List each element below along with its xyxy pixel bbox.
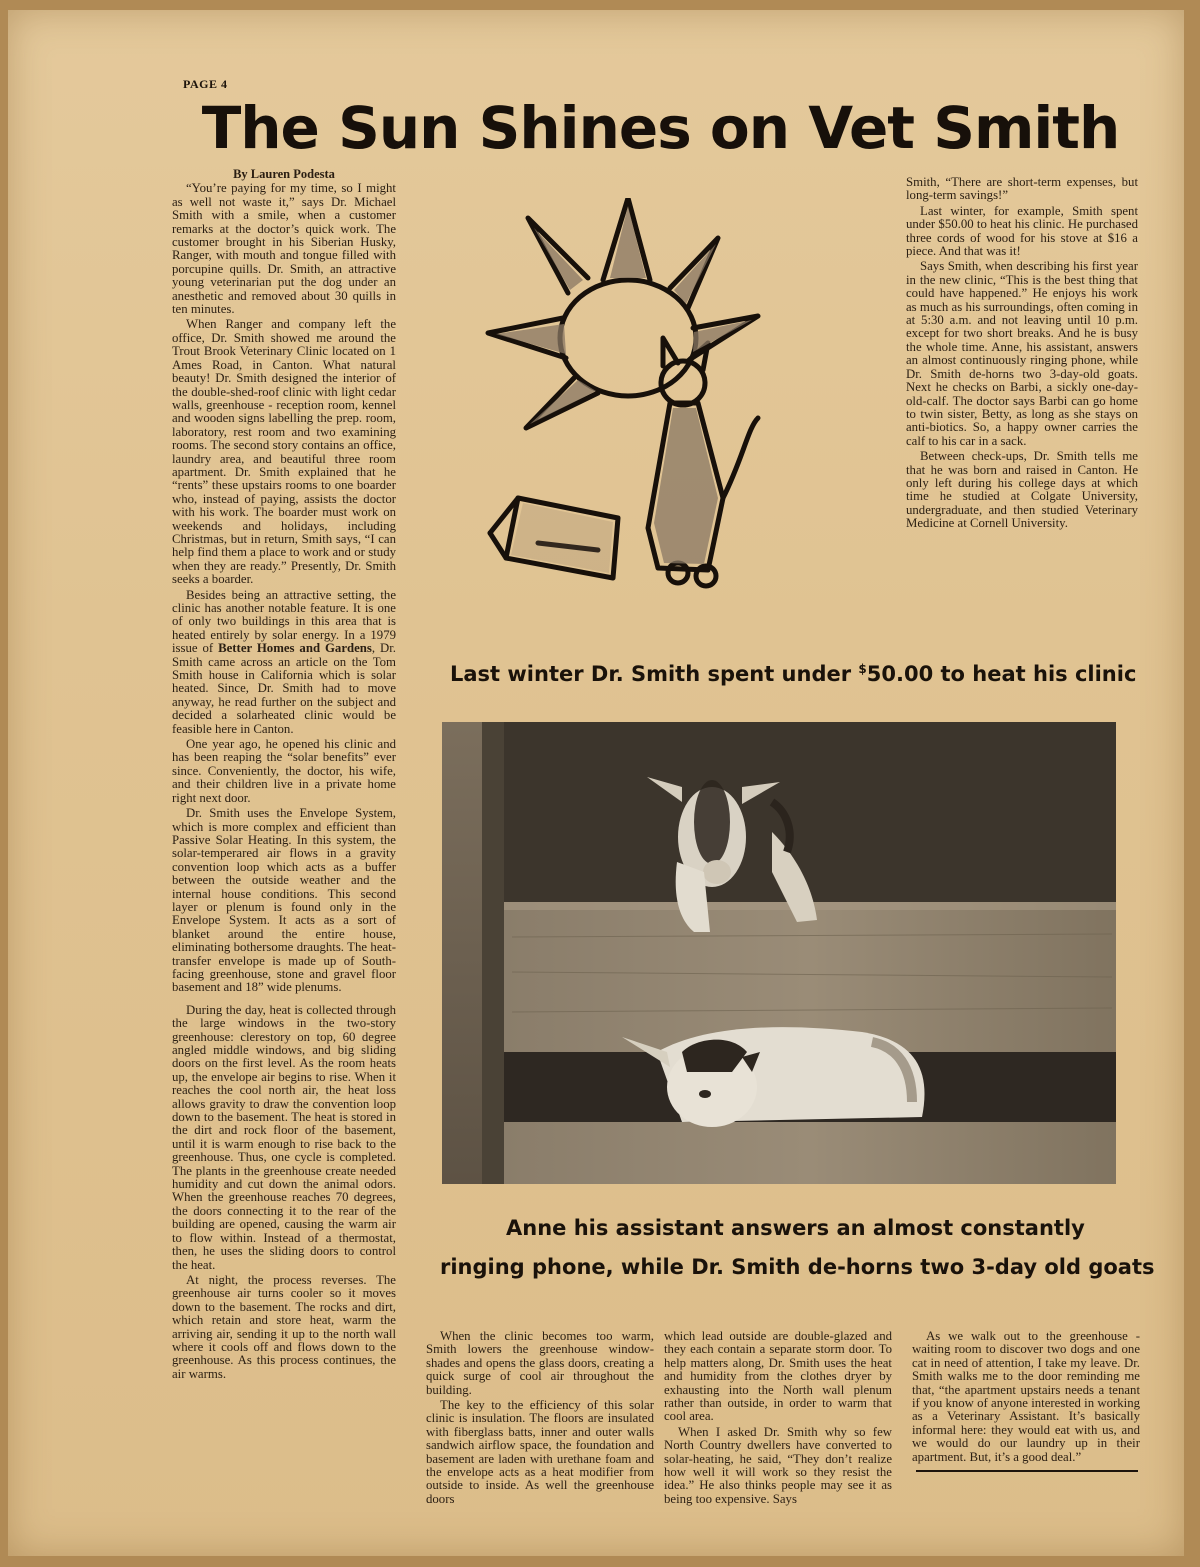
caption-bottom-line-1: Anne his assistant answers an almost constantly — [506, 1216, 1085, 1240]
bottom-column-1 — [426, 1330, 654, 1506]
paragraph: When I asked Dr. Smith why so few North Country dwellers have converted to solar-heating, he said, “They don’t realize how well it will work so they resist the idea.” He also thinks people may see it as being too expensive. Says — [664, 1424, 892, 1506]
paragraph: which lead outside are double-glazed and they each contain a separate storm door. To help matters along, Dr. Smith uses the heat and humidity from the clothes dryer by exhausting into the North wall plenum rather than outside, in order to warm that cool area. — [664, 1329, 892, 1424]
bottom-column-2 — [664, 1330, 892, 1506]
paragraph: The key to the efficiency of this solar clinic is insulation. The floors are insulated with fiberglass batts, inner and outer walls sandwich airflow space, the foundation and basement are laden with urethane foam and the envelope acts as a heat modifier from outside to inside. As well the greenhouse doors — [426, 1398, 654, 1506]
byline: By Lauren Podesta — [233, 167, 335, 181]
paragraph: During the day, heat is collected through the large windows in the two-story greenhouse: clerestory on top, 60 degree angled middle windows, and big sliding doors on the first level. As the room heats up, the envelope air begins to rise. When it reaches the cool north air, the heat loss allows gravity to draw the convention loop down to the basement. The heat is stored in the dirt and rock floor of the basement, until it is warm enough to rise back to the greenhouse. Thus, one cycle is completed. The plants in the greenhouse create needed humidity and cut down the animal odors. When the greenhouse reaches 70 degrees, the doors connecting it to the rear of the building are opened, causing the warm air to flow within. Instead of a thermostat, then, he uses the sliding doors to control the heat. — [172, 1002, 396, 1272]
headline: The Sun Shines on Vet Smith — [201, 94, 1120, 162]
goats-photo — [442, 722, 1116, 1184]
right-column — [906, 176, 1138, 531]
paragraph: When Ranger and company left the office, Dr. Smith showed me around the Trout Brook Veterinary Clinic located on 1 Ames Road, in Canton. What natural beauty! Dr. Smith designed the interior of the double-shed-roof clinic with light cedar walls, greenhouse - reception room, kennel and wooden signs labelling the prep. room, laboratory, rest room and two examining rooms. The second story contains an office, laundry area, and beautiful three room apartment. Dr. Smith explained that he “rents” these upstairs rooms to one boarder who, instead of paying, assists the doctor with his work. The boarder must work on weekends and holidays, including Christmas, but in return, Smith says, “I can help find them a place to work and or study when they are ready.” Presently, Dr. Smith seeks a boarder. — [172, 317, 396, 587]
paragraph: “You’re paying for my time, so I might as well not waste it,” says Dr. Michael Smith with a smile, when a customer remarks at the doctor’s quick work. The customer brought in his Siberian Husky, Ranger, with mouth and tongue filled with porcupine quills. Dr. Smith, an attractive young veterinarian put the dog under an anesthetic and removed about 30 quills in ten minutes. — [172, 181, 396, 317]
paragraph: Besides being an attractive setting, the clinic has another notable feature. It is one of only two buildings in this area that is heated entirely by solar energy. In a 1979 issue of Better Homes and Gardens, Dr. Smith came across an article on the Tom Smith house in California which is solar heated. Since, Dr. Smith had to move anyway, he read further on the subject and decided a solarheated clinic would be feasible here in Canton. — [172, 587, 396, 736]
end-rule — [916, 1470, 1138, 1472]
sun-cat-illustration — [478, 198, 768, 598]
paragraph: Dr. Smith uses the Envelope System, which is more complex and efficient than Passive Solar Heating. In this system, the solar-temperared air flows in a gravity convention loop which acts as a buffer between the outside weather and the internal house conditions. This second layer or plenum is found only in the Envelope System. It acts as a sort of blanket around the entire house, eliminating bothersome draughts. The heat-transfer envelope is made up of South-facing greenhouse, stone and gravel floor basement and 18” wide plenums. — [172, 806, 396, 995]
paragraph: When the clinic becomes too warm, Smith lowers the greenhouse window-shades and opens the glass doors, creating a quick surge of cool air throughout the building. — [426, 1329, 654, 1397]
magazine-name: Better Homes and Gardens — [218, 641, 372, 656]
paragraph: As we walk out to the greenhouse - waiting room to discover two dogs and one cat in need of attention, I take my leave. Dr. Smith walks me to the door reminding me that, “the apartment upstairs needs a tenant if you know of anyone interested in working as a Veterinary Assistant. It’s basically informal here: they would eat with us, and we would do our laundry up in their apartment. But, it’s a good deal.” — [912, 1329, 1140, 1464]
newspaper-page — [8, 10, 1184, 1556]
paragraph: Smith, “There are short-term expenses, but long-term savings!” — [906, 175, 1138, 203]
paragraph: Last winter, for example, Smith spent under $50.00 to heat his clinic. He purchased three cords of wood for his stove at $16 a piece. And that was it! — [906, 203, 1138, 259]
caption-top: Last winter Dr. Smith spent under $50.00 to heat his clinic — [450, 662, 1137, 686]
paragraph: Between check-ups, Dr. Smith tells me that he was born and raised in Canton. He only left during his college days at which time he studied at Colgate University, undergraduate, and then studied Veterinary Medicine at Cornell University. — [906, 449, 1138, 531]
paragraph: At night, the process reverses. The greenhouse air turns cooler so it moves down to the basement. The rocks and dirt, which retain and store heat, warm the arriving air, sending it up to the north wall where it cools off and flows down to the greenhouse. As this process continues, the air warms. — [172, 1272, 396, 1381]
left-column — [172, 168, 396, 1381]
paragraph: Says Smith, when describing his first year in the new clinic, “This is the best thing that could have happened.” He enjoys his work as much as his surroundings, often coming in at 5:30 a.m. and not leaving until 10 p.m. except for two short breaks. And he is busy the whole time. Anne, his assistant, answers an almost continuously ringing phone, while Dr. Smith de-horns two 3-day-old goats. Next he checks on Barbi, a sickly one-day-old-calf. The doctor says Barbi can go home to twin sister, Betty, as long as she stays on anti-biotics. So, a happy owner carries the calf to his car in a sack. — [906, 259, 1138, 448]
currency-symbol: $ — [858, 662, 867, 676]
page-number: PAGE 4 — [183, 77, 228, 91]
caption-bottom-line-2: ringing phone, while Dr. Smith de-horns two 3-day old goats — [440, 1255, 1155, 1279]
bottom-column-3 — [912, 1330, 1140, 1464]
paragraph: One year ago, he opened his clinic and has been reaping the “solar benefits” ever since. Conveniently, the doctor, his wife, and their children live in a private home right next door. — [172, 737, 396, 805]
